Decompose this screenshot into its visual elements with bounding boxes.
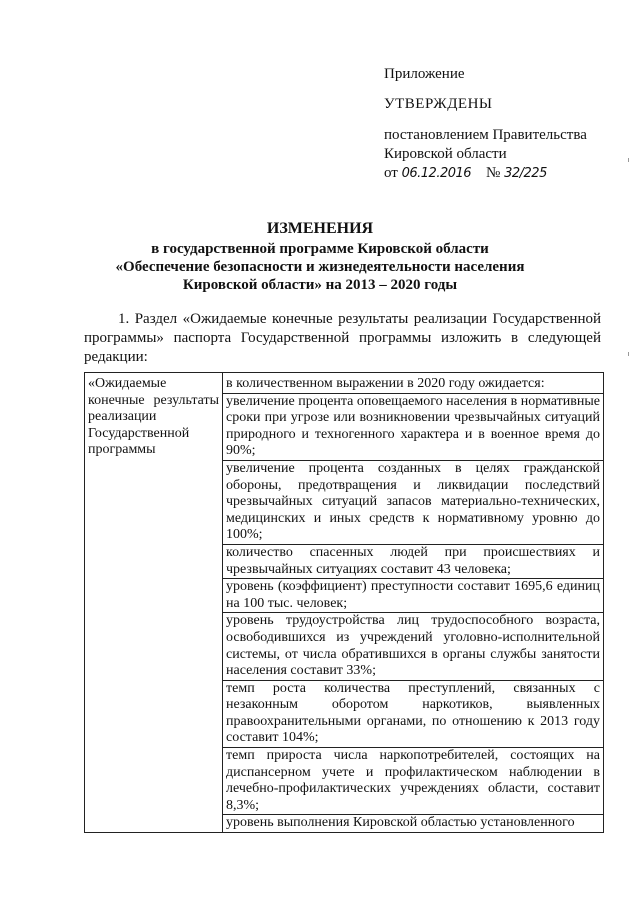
document-title: [0, 220, 640, 294]
result-item: количество спасенных людей при происшествиях и чрезвычайных ситуациях составит 43 человека;: [222, 545, 603, 579]
title-line-2: «Обеспечение безопасности и жизнедеятельности населения: [115, 259, 525, 275]
result-item: увеличение процента оповещаемого населения в нормативные сроки при угрозе или возникновении чрезвычайных ситуаций природного и техногенного характера и в военное время до 90%;: [222, 394, 603, 461]
scan-mark: [628, 352, 629, 356]
appendix-label: Приложение: [384, 66, 465, 82]
handwritten-date: 06.12.2016: [401, 166, 472, 181]
results-table: [84, 372, 604, 833]
result-item: темп прироста числа наркопотребителей, состоящих на диспансерном учете и профилактическом наблюдении в лечебно-профилактических учреждениях области, составит 8,3%;: [222, 748, 603, 815]
decree-date-line: [384, 164, 587, 183]
table-right-cell: [223, 373, 604, 833]
intro-paragraph: [84, 310, 601, 367]
title-line-1: в государственной программе Кировской области: [151, 241, 489, 257]
title-line-3: Кировской области» на 2013 – 2020 годы: [182, 277, 458, 293]
handwritten-number: 32/225: [504, 166, 547, 181]
date-prefix: от: [384, 165, 398, 181]
scan-mark: [628, 158, 629, 162]
result-item: уровень (коэффициент) преступности составит 1695,6 единиц на 100 тыс. человек;: [222, 579, 603, 613]
approved-label: УТВЕРЖДЕНЫ: [384, 96, 493, 112]
number-prefix: №: [486, 165, 501, 181]
result-item: уровень выполнения Кировской областью установленного: [226, 815, 575, 831]
result-item: темп роста количества преступлений, связанных с незаконным оборотом наркотиков, выявленных правоохранительными органами, по отношению к 2013 году составит 104%;: [222, 681, 603, 748]
result-item: увеличение процента созданных в целях гражданской обороны, предотвращения и ликвидации последствий чрезвычайных ситуаций запасов материально-технических, медицинских и иных средств к нормативному уровню до 100%;: [222, 461, 603, 545]
decree-label: постановлением Правительства: [384, 127, 587, 143]
title-heading: ИЗМЕНЕНИЯ: [266, 220, 374, 237]
table-row: [85, 373, 604, 833]
region-label: Кировской области: [384, 146, 507, 162]
result-item: уровень трудоустройства лиц трудоспособного возраста, освободившихся из учреждений уголовно-исполнительной системы, от числа обратившихся в органы службы занятости населения составит 33%;: [222, 613, 603, 680]
results-intro-line: в количественном выражении в 2020 году ожидается:: [222, 376, 603, 394]
intro-text: 1. Раздел «Ожидаемые конечные результаты реализации Государственной программы» паспорта Государственной программы изложить в следующей редакции:: [84, 311, 601, 365]
table-left-cell: «Ожидаемые конечные результаты реализации Государственной программы: [85, 373, 223, 833]
approval-stamp: [384, 65, 587, 183]
